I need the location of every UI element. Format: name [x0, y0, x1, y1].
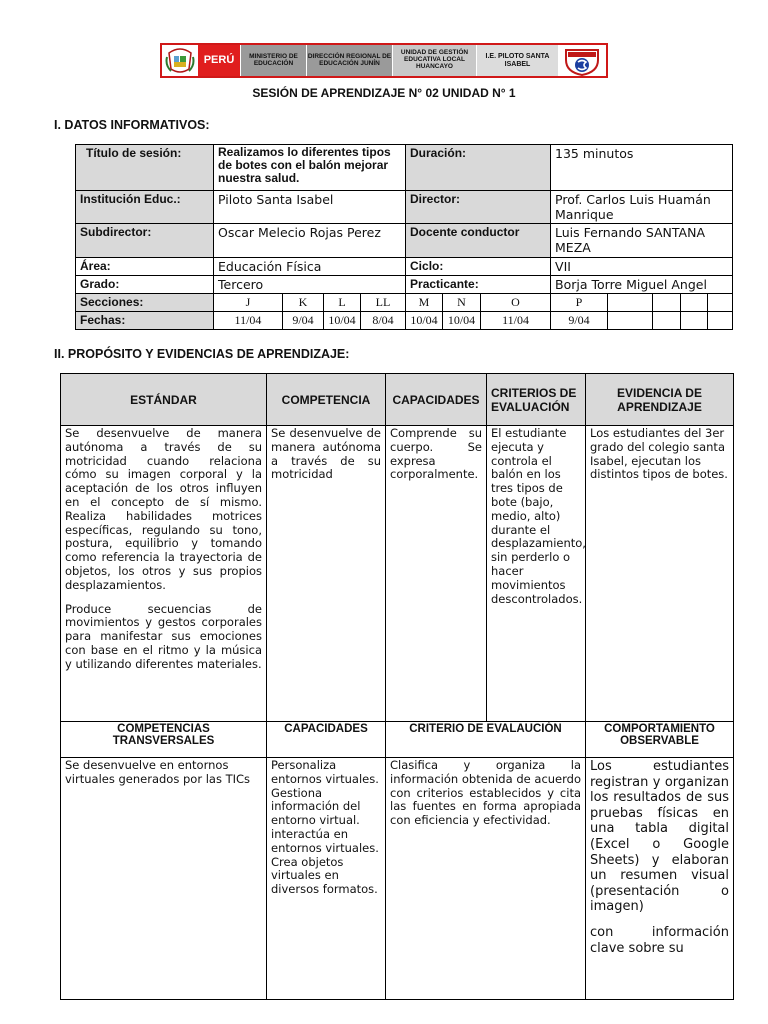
fecha-cell: 9/04 — [283, 312, 324, 330]
seccion-cell: O — [481, 294, 551, 312]
transversal-cell: Se desenvuelve en entornos virtuales generados por las TICs — [61, 758, 267, 1000]
grado-label: Grado: — [76, 276, 214, 294]
capacidades-2-cell: Personaliza entornos virtuales. Gestiona información del entorno virtual. interactúa en entornos virtuales. Crea objetos virtuales en diversos formatos. — [267, 758, 386, 1000]
duracion-value: 135 minutos — [551, 145, 733, 191]
director-value: Prof. Carlos Luis Huamán Manrique — [551, 191, 733, 224]
criterio-header-2: CRITERIO DE EVALAUCIÓN — [386, 722, 586, 758]
seccion-cell: K — [283, 294, 324, 312]
fecha-cell: 10/04 — [406, 312, 443, 330]
institutional-header — [160, 43, 608, 78]
secciones-label: Secciones: — [76, 294, 214, 312]
subdirector-value: Oscar Melecio Rojas Perez — [214, 224, 406, 258]
director-label: Director: — [406, 191, 551, 224]
area-label: Área: — [76, 258, 214, 276]
fecha-cell: 10/04 — [324, 312, 361, 330]
criterios-header: CRITERIOS DE EVALUACIÓN — [487, 374, 586, 426]
comportamiento-header: COMPORTAMIENTO OBSERVABLE — [586, 722, 734, 758]
criterios-cell: El estudiante ejecuta y controla el balón en los tres tipos de bote (bajo, medio, alto) durante el desplazamiento, sin perderlo o hacer movimientos descontrolados. — [487, 426, 586, 722]
section-2-heading: II. PROPÓSITO Y EVIDENCIAS DE APRENDIZAJE: — [54, 347, 350, 361]
fecha-cell: 11/04 — [481, 312, 551, 330]
practicante-label: Practicante: — [406, 276, 551, 294]
peru-logo: PERÚ — [198, 45, 240, 76]
institucion-label: Institución Educ.: — [76, 191, 214, 224]
fecha-cell: 9/04 — [551, 312, 608, 330]
seccion-cell: M — [406, 294, 443, 312]
estandar-cell — [61, 426, 267, 722]
capacidades-header-2: CAPACIDADES — [267, 722, 386, 758]
empty-cell — [608, 312, 653, 330]
practicante-value: Borja Torre Miguel Angel — [551, 276, 733, 294]
comportamiento-paragraph-2: con información clave sobre su — [590, 924, 729, 956]
duracion-label: Duración: — [406, 145, 551, 191]
competencia-cell: Se desenvuelve de manera autónoma a través de su motricidad — [267, 426, 386, 722]
direccion-regional-logo: DIRECCIÓN REGIONAL DE EDUCACIÓN JUNÍN — [306, 45, 392, 76]
comportamiento-paragraph-1: Los estudiantes registran y organizan los resultados de sus pruebas físicas en una tabla digital (Excel o Google Sheets) y elaboran un resumen visual (presentación o imagen) — [590, 759, 729, 915]
ministerio-logo: MINISTERIO DE EDUCACIÓN — [240, 45, 306, 76]
titulo-label: Título de sesión: — [76, 145, 214, 191]
seccion-cell: N — [443, 294, 481, 312]
area-value: Educación Física — [214, 258, 406, 276]
peru-coat-of-arms-icon — [162, 45, 198, 76]
ciclo-value: VII — [551, 258, 733, 276]
fechas-label: Fechas: — [76, 312, 214, 330]
fecha-cell: 8/04 — [361, 312, 406, 330]
estandar-header: ESTÁNDAR — [61, 374, 267, 426]
proposito-table — [60, 373, 734, 1000]
competencias-transversales-header: COMPETENCIAS TRANSVERSALES — [61, 722, 267, 758]
empty-cell — [681, 294, 708, 312]
empty-cell — [708, 312, 733, 330]
evidencia-header: EVIDENCIA DE APRENDIZAJE — [586, 374, 734, 426]
empty-cell — [653, 294, 681, 312]
seccion-cell: L — [324, 294, 361, 312]
criterio-2-cell: Clasifica y organiza la información obtenida de acuerdo con criterios establecidos y cita las fuentes en forma apropiada con eficiencia y efectividad. — [386, 758, 586, 1000]
grado-value: Tercero — [214, 276, 406, 294]
section-1-heading: I. DATOS INFORMATIVOS: — [54, 118, 210, 132]
capacidades-cell: Comprende su cuerpo. Se expresa corporalmente. — [386, 426, 487, 722]
ciclo-label: Ciclo: — [406, 258, 551, 276]
seccion-cell: LL — [361, 294, 406, 312]
session-title: SESIÓN DE APRENDIZAJE N° 02 UNIDAD N° 1 — [252, 86, 516, 100]
comportamiento-cell — [586, 758, 734, 1000]
competencia-header: COMPETENCIA — [267, 374, 386, 426]
empty-cell — [653, 312, 681, 330]
ugel-logo: UNIDAD DE GESTIÓN EDUCATIVA LOCAL HUANCAYO — [392, 45, 476, 76]
evidencia-cell: Los estudiantes del 3er grado del colegio santa Isabel, ejecutan los distintos tipos de botes. — [586, 426, 734, 722]
institucion-value: Piloto Santa Isabel — [214, 191, 406, 224]
capacidades-header: CAPACIDADES — [386, 374, 487, 426]
empty-cell — [681, 312, 708, 330]
estandar-paragraph-1: Se desenvuelve de manera autónoma a través de su motricidad cuando relaciona cómo su imagen corporal y la aceptación de los otros influyen en el concepto de sí mismo. Realiza habilidades motrices específicas, regulando su tono, postura, equilibrio y tomando como referencia la trayectoria de objetos, los otros y sus propios desplazamientos. — [65, 426, 262, 592]
fecha-cell: 11/04 — [214, 312, 283, 330]
fecha-cell: 10/04 — [443, 312, 481, 330]
docente-label: Docente conductor — [406, 224, 551, 258]
seccion-cell: P — [551, 294, 608, 312]
school-crest-icon — [558, 45, 606, 76]
estandar-paragraph-2: Produce secuencias de movimientos y gestos corporales para manifestar sus emociones con base en el ritmo y la música y utilizando diferentes materiales. — [65, 601, 262, 671]
school-name-logo: I.E. PILOTO SANTA ISABEL — [476, 45, 558, 76]
datos-informativos-table — [75, 144, 733, 330]
docente-value: Luis Fernando SANTANA MEZA — [551, 224, 733, 258]
titulo-value: Realizamos lo diferentes tipos de botes con el balón mejorar nuestra salud. — [214, 145, 406, 191]
subdirector-label: Subdirector: — [76, 224, 214, 258]
seccion-cell: J — [214, 294, 283, 312]
empty-cell — [608, 294, 653, 312]
empty-cell — [708, 294, 733, 312]
